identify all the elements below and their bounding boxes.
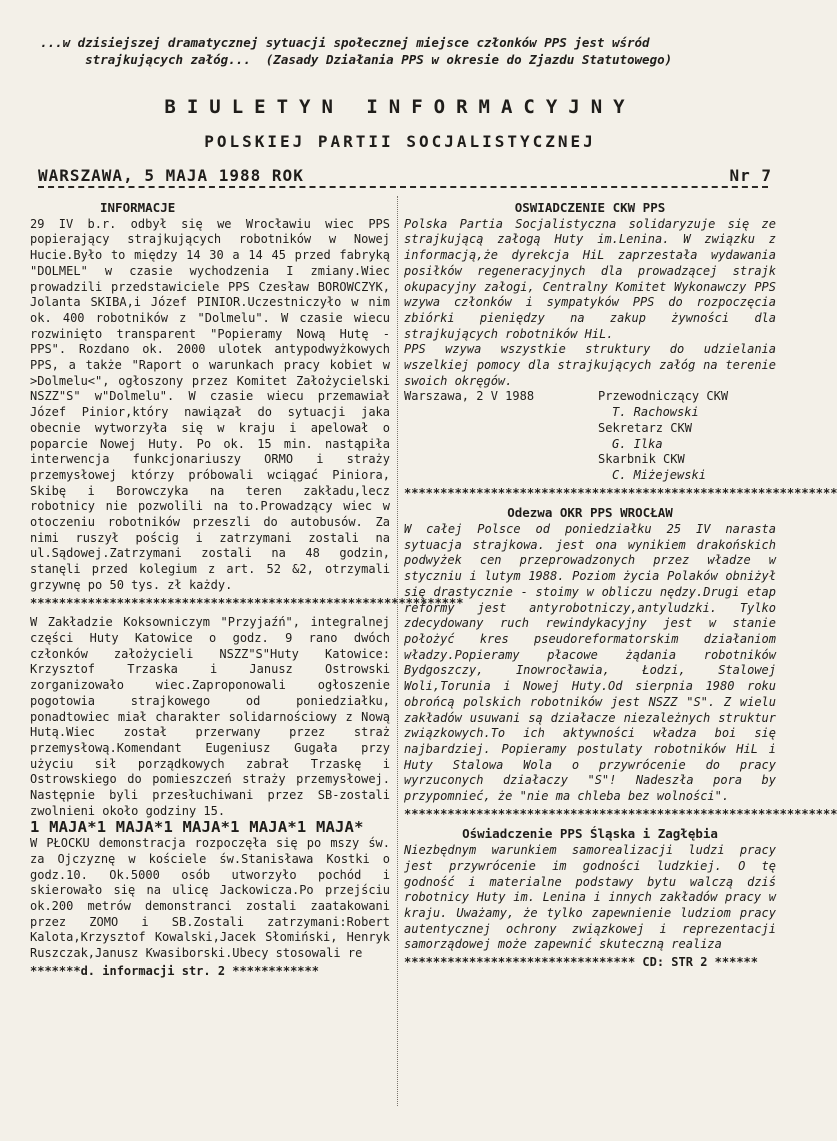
stars-divider: ************************************************************ xyxy=(30,595,464,610)
may-day-banner: 1 MAJA*1 MAJA*1 MAJA*1 MAJA*1 MAJA* xyxy=(30,818,364,837)
stars-divider: ************************************************************ xyxy=(404,485,837,500)
bulletin-subtitle: POLSKIEJ PARTII SOCJALISTYCZNEJ xyxy=(204,132,596,151)
right-column xyxy=(404,200,837,975)
signature-role-3: Skarbnik CKW xyxy=(598,452,685,467)
slask-statement-text: Niezbędnym warunkiem samorealizacji ludzi pracy jest przywrócenie im godności ludzkiej. O tę godność i materialne podstawy bytu walczą dziś robotnicy Huty im. Lenina i innych zakładów pracy w kraju. Uważamy, że tylko zapewnienie ludziom pracy autentycznej ochrony związkowej i reprezentacji samorządowej może zapewnić skuteczną realiza xyxy=(404,843,776,952)
issue-number: Nr 7 xyxy=(729,166,772,185)
dateline xyxy=(38,166,772,185)
signature-place-row xyxy=(404,389,776,405)
ckw-statement-text: Polska Partia Socjalistyczna solidaryzuje się ze strajkującą załogą Huty im.Lenina. W związku z informacją,że dyrekcja HiL zaprzestała wydawania posiłków regeneracyjnych dla prowadzącej strajk okupacyjny załogi, Centralny Komitet Wykonawczy PPS wzywa członków i sympatyków PPS do rozpoczęcia zbiórki pieniędzy na zakup żywności dla strajkujących robotników HiL. xyxy=(404,216,776,341)
column-divider xyxy=(397,196,398,1106)
header-divider xyxy=(38,186,768,188)
plock-article: W PŁOCKU demonstracja rozpoczęła się po mszy św. za Ojczyznę w kościele św.Stanisława Kostki o godz.10. Ok.5000 osób utworzyło pochód i skierowało się na ulicę Jackowicza.Po przejściu ok.200 metrów demonstranci zostali zaatakowani przez ZOMO i SB.Zostali zatrzymani:Robert Kalota,Krzysztof Kowalski,Jacek Słomiński, Henryk Ruszczak,Janusz Kwasiborski.Ubecy stosowali re xyxy=(30,836,390,961)
motto-quote: ...w dzisiejszej dramatycznej sytuacji społecznej miejsce członków PPS jest wśród strajkujących załóg... (Zasady Działania PPS w okresie do Zjazdu Statutowego) xyxy=(40,35,673,67)
stars-divider: ************************************************************ xyxy=(404,806,837,821)
place-date: Warszawa, 2 V 1988 xyxy=(404,389,535,404)
slask-statement-heading: Oświadczenie PPS Śląska i Zagłębia xyxy=(462,826,718,842)
bulletin-title: BIULETYN INFORMACYJNY xyxy=(164,96,636,118)
right-footer-continuation: ******************************** CD: STR 2 ****** xyxy=(404,955,759,970)
okr-appeal-text: W całej Polsce od poniedziałku 25 IV narasta sytuacja strajkowa. jest ona wynikiem drakońskich podwyżek cen przeprowadzonych przez władze w styczniu i lutym 1988. Poziom życia Polaków obniżył się drastycznie - stoimy w obliczu nędzy.Drugi etap reformy jest antyrobotniczy,antyludzki. Tylko zdecydowany ruch rewindykacyjny jest w stanie położyć kres pseudoreformatorskim działaniom władzy.Popieramy płacowe żądania robotników Bydgoszczy, Inowrocławia, Łodzi, Stalowej Woli,Torunia i Nowej Huty.Od sierpnia 1980 roku obrońcą polskich robotników jest NSZZ "S". Z wielu zakładów usuwani są działacze niezależnych struktur związkowych.To ich aktywności władza boi się najbardziej. Popieramy postulaty robotników HiL i Huty Stalowa Wola o przywrócenie do pracy wyrzuconych działaczy "S"! Nadeszła pora by przypomnieć, że "nie ma chleba bez wolności". xyxy=(404,522,776,804)
issue-date: WARSZAWA, 5 MAJA 1988 ROK xyxy=(38,166,304,185)
okr-appeal-heading: Odezwa OKR PPS WROCŁAW xyxy=(507,505,673,521)
signature-name-1: T. Rachowski xyxy=(612,405,699,420)
left-column xyxy=(30,200,464,983)
ckw-statement-heading: OSWIADCZENIE CKW PPS xyxy=(514,200,666,215)
signature-block xyxy=(404,405,776,484)
katowice-article: W Zakładzie Koksowniczym "Przyjaźń", integralnej części Huty Katowice o godz. 9 rano dwóch członków założycieli NSZZ"S"Huty Katowice: Krzysztof Trzaska i Janusz Ostrowski zorganizowało wiec.Zaproponowali ogłoszenie pogotowia strajkowego od poniedziałku, ponadtowiec miał charakter solidarnościowy z Nową Hutą.Wiec został przerwany przez straż przemysłową.Komendant Eugeniusz Gugała przy użyciu sił porządkowych zabrał Trzaskę i Ostrowskiego do pomieszczeń straży przemysłowej. Następnie byli przesłuchiwani przez SB-zostali zwolnieni około godziny 15. xyxy=(30,615,390,818)
signature-role-1: Przewodniczący CKW xyxy=(598,389,729,404)
signature-role-2: Sekretarz CKW xyxy=(598,420,692,435)
informacje-heading: INFORMACJE xyxy=(100,200,176,215)
wroclaw-rally-article: 29 IV b.r. odbył się we Wrocławiu wiec PPS popierający strajkujących robotników w Nowej Hucie.Było to między 14 30 a 14 45 przed fabryką "DOLMEL" w czasie wychodzenia I zmiany.Wiec prowadzili przedstawiciele PPS Czesław BOROWCZYK, Jolanta SKIBA,i Józef PINIOR.Uczestniczyło w nim ok. 400 robotników z "Dolmelu". W czasie wiecu rozwinięto transparent "Popieramy Nową Hutę - PPS". Rozdano ok. 2000 ulotek antypodwyżkowych PPS, a także "Raport o warunkach pracy kobiet w >Dolmelu<", ogłoszony przez Komitet Założycielski NSZZ"S" w"Dolmelu". W czasie wiecu przemawiał Józef Pinior,który nawiązał do sytuacji jaka obecnie wytworzyła się w kraju i apelował o poparcie Nowej Huty. Po ok. 15 min. nastąpiła interwencja funkcjonariuszy ORMO i straży przemysłowej którzy próbowali wciągać Piniora, Skibę i Borowczyka na teren zakładu,lecz robotnicy nie pozwolili na to.Prowadzący wiec w otoczeniu robotników przeszli do autobusów. Za nimi ruszył pościg i zatrzymani zostali na ul.Sądowej.Zatrzymani zostali na 48 godzin, stanęli przed kolegium z art. 52 &2, otrzymali grzywnę po 50 tys. zł każdy. xyxy=(30,216,390,592)
signature-name-2: G. Ilka xyxy=(612,436,663,451)
left-footer-continuation: *******d. informacji str. 2 ************ xyxy=(30,963,319,978)
ckw-appeal-text: PPS wzywa wszystkie struktury do udzielania wszelkiej pomocy dla strajkujących załóg na terenie swoich okręgów. xyxy=(404,342,776,388)
signature-name-3: C. Miżejewski xyxy=(612,467,706,482)
